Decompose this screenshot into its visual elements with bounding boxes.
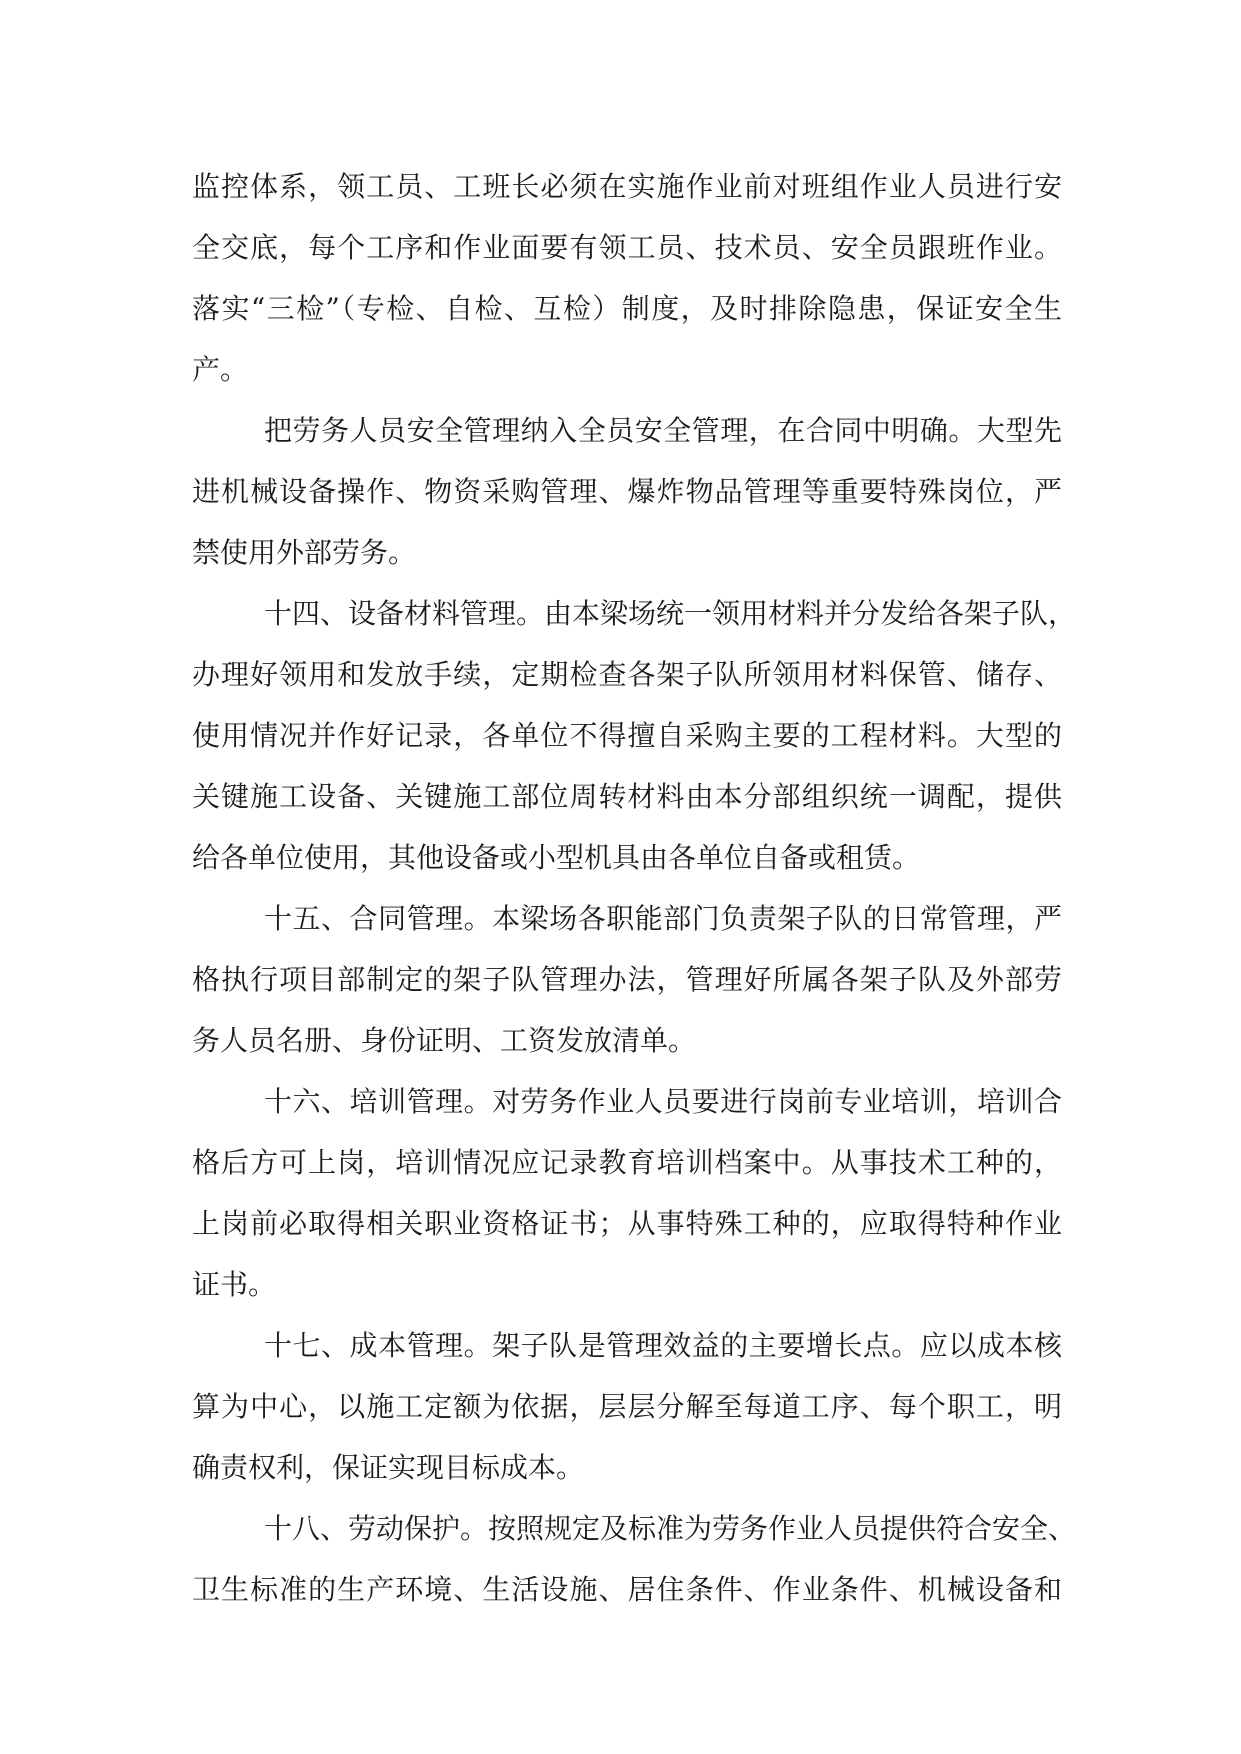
text-line: 监控体系，领工员、工班长必须在实施作业前对班组作业人员进行安 [192,170,1062,203]
text-line: 办理好领用和发放手续，定期检查各架子队所领用材料保管、储存、 [192,658,1062,691]
text-line: 十八、劳动保护。按照规定及标准为劳务作业人员提供符合安全、 [264,1512,1077,1545]
document-body [192,156,1077,1620]
text-line: 全交底，每个工序和作业面要有领工员、技术员、安全员跟班作业。 [192,231,1062,264]
text-line: 卫生标准的生产环境、生活设施、居住条件、作业条件、机械设备和 [192,1573,1062,1606]
text-line: 格执行项目部制定的架子队管理办法，管理好所属各架子队及外部劳 [192,963,1062,996]
text-line: 产。 [192,353,249,386]
text-line: 证书。 [192,1268,277,1301]
text-line: 确责权利，保证实现目标成本。 [192,1451,585,1484]
text-line: 进机械设备操作、物资采购管理、爆炸物品管理等重要特殊岗位，严 [192,475,1062,508]
text-line: 给各单位使用，其他设备或小型机具由各单位自备或租赁。 [192,841,921,874]
text-line: 务人员名册、身份证明、工资发放清单。 [192,1024,697,1057]
text-line: 十七、成本管理。架子队是管理效益的主要增长点。应以成本核 [264,1329,1062,1362]
text-line: 十四、设备材料管理。由本梁场统一领用材料并分发给各架子队， [264,597,1077,630]
text-line: 落实“三检”（专检、自检、互检）制度，及时排除隐患，保证安全生 [192,292,1062,325]
text-line: 关键施工设备、关键施工部位周转材料由本分部组织统一调配，提供 [192,780,1062,813]
text-line: 十六、培训管理。对劳务作业人员要进行岗前专业培训，培训合 [264,1085,1062,1118]
text-line: 禁使用外部劳务。 [192,536,417,569]
text-line: 上岗前必取得相关职业资格证书；从事特殊工种的，应取得特种作业 [192,1207,1062,1240]
text-line: 十五、合同管理。本梁场各职能部门负责架子队的日常管理，严 [264,902,1062,935]
text-line: 把劳务人员安全管理纳入全员安全管理，在合同中明确。大型先 [264,414,1062,447]
text-line: 使用情况并作好记录，各单位不得擅自采购主要的工程材料。大型的 [192,719,1062,752]
text-line: 算为中心，以施工定额为依据，层层分解至每道工序、每个职工，明 [192,1390,1062,1423]
text-line: 格后方可上岗，培训情况应记录教育培训档案中。从事技术工种的， [192,1146,1062,1179]
